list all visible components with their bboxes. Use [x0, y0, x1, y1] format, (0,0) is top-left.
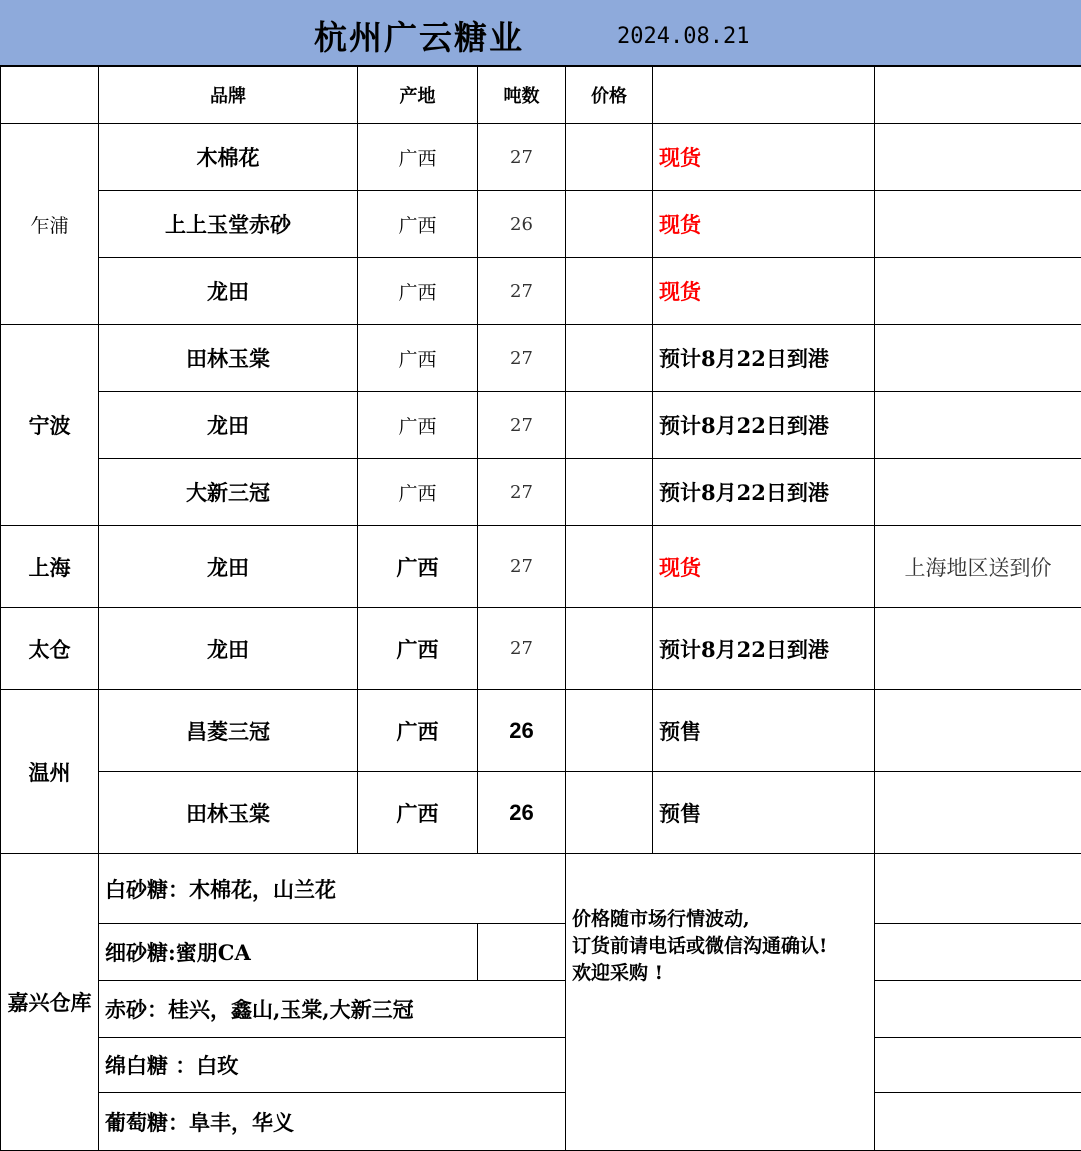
brand-cell: 上上玉堂赤砂 — [99, 191, 358, 258]
price-cell — [566, 191, 653, 258]
price-table — [0, 66, 1081, 1151]
note-cell — [875, 191, 1081, 258]
header-row — [1, 67, 1081, 124]
origin-cell: 广西 — [358, 772, 478, 854]
price-cell — [566, 325, 653, 392]
note-cell — [875, 1038, 1081, 1093]
status-cell: 预计8月22日到港 — [653, 392, 875, 459]
brand-cell: 龙田 — [99, 392, 358, 459]
warehouse-item: 绵白糖 ：白玫 — [99, 1038, 566, 1093]
location-wenzhou: 温州 — [1, 690, 99, 854]
company-title: 杭州广云糖业 — [314, 12, 524, 59]
warehouse-item: 赤砂：桂兴，鑫山,玉棠,大新三冠 — [99, 981, 566, 1038]
status-cell: 现货 — [653, 258, 875, 325]
header-origin: 产地 — [358, 67, 478, 124]
status-cell: 预计8月22日到港 — [653, 325, 875, 392]
table-row — [1, 392, 1081, 459]
table-row — [1, 772, 1081, 854]
header-brand: 品牌 — [99, 67, 358, 124]
empty-cell — [478, 924, 566, 981]
brand-cell: 田林玉棠 — [99, 325, 358, 392]
status-cell: 预计8月22日到港 — [653, 608, 875, 690]
tons-cell: 27 — [478, 459, 566, 526]
origin-cell: 广西 — [358, 608, 478, 690]
origin-cell: 广西 — [358, 392, 478, 459]
warehouse-item: 细砂糖:蜜朋CA — [99, 924, 478, 981]
table-row — [1, 124, 1081, 191]
tons-cell: 27 — [478, 526, 566, 608]
status-cell: 预售 — [653, 772, 875, 854]
tons-cell: 27 — [478, 124, 566, 191]
tons-cell: 26 — [478, 772, 566, 854]
header-location-cell — [1, 67, 99, 124]
origin-cell: 广西 — [358, 258, 478, 325]
price-cell — [566, 690, 653, 772]
warehouse-item: 白砂糖：木棉花，山兰花 — [99, 854, 566, 924]
note-cell — [875, 392, 1081, 459]
origin-cell: 广西 — [358, 459, 478, 526]
price-cell — [566, 124, 653, 191]
table-row — [1, 325, 1081, 392]
notice-line: 欢迎采购 ! — [572, 960, 874, 987]
header-price: 价格 — [566, 67, 653, 124]
note-cell — [875, 258, 1081, 325]
brand-cell: 龙田 — [99, 526, 358, 608]
brand-cell: 昌菱三冠 — [99, 690, 358, 772]
origin-cell: 广西 — [358, 124, 478, 191]
tons-cell: 27 — [478, 392, 566, 459]
location-shanghai: 上海 — [1, 526, 99, 608]
brand-cell: 龙田 — [99, 258, 358, 325]
status-cell: 预计8月22日到港 — [653, 459, 875, 526]
note-cell — [875, 124, 1081, 191]
origin-cell: 广西 — [358, 690, 478, 772]
price-cell — [566, 459, 653, 526]
brand-cell: 木棉花 — [99, 124, 358, 191]
notice-line: 订货前请电话或微信沟通确认! — [572, 933, 874, 960]
note-cell — [875, 772, 1081, 854]
status-cell: 预售 — [653, 690, 875, 772]
title-bar — [0, 0, 1081, 66]
origin-cell: 广西 — [358, 191, 478, 258]
status-cell: 现货 — [653, 526, 875, 608]
tons-cell: 27 — [478, 325, 566, 392]
table-row — [1, 924, 1081, 981]
brand-cell: 田林玉棠 — [99, 772, 358, 854]
tons-cell: 26 — [478, 690, 566, 772]
table-row — [1, 191, 1081, 258]
price-cell — [566, 392, 653, 459]
table-row — [1, 526, 1081, 608]
location-jiaxing: 嘉兴仓库 — [1, 854, 99, 1151]
status-cell: 现货 — [653, 191, 875, 258]
notice-line: 价格随市场行情波动, — [572, 906, 874, 933]
header-note-cell — [875, 67, 1081, 124]
note-cell — [875, 459, 1081, 526]
table-row — [1, 854, 1081, 924]
note-cell — [875, 608, 1081, 690]
warehouse-item: 葡萄糖：阜丰，华义 — [99, 1093, 566, 1151]
price-cell — [566, 258, 653, 325]
price-cell — [566, 772, 653, 854]
tons-cell: 27 — [478, 258, 566, 325]
note-cell — [875, 924, 1081, 981]
table-row — [1, 1038, 1081, 1093]
location-ningbo: 宁波 — [1, 325, 99, 526]
header-tons: 吨数 — [478, 67, 566, 124]
brand-cell: 龙田 — [99, 608, 358, 690]
price-notice — [566, 854, 875, 1151]
price-cell — [566, 608, 653, 690]
origin-cell: 广西 — [358, 325, 478, 392]
sheet-date: 2024.08.21 — [617, 24, 749, 49]
tons-cell: 27 — [478, 608, 566, 690]
table-row — [1, 981, 1081, 1038]
status-cell: 现货 — [653, 124, 875, 191]
location-zhapu: 乍浦 — [1, 124, 99, 325]
location-taicang: 太仓 — [1, 608, 99, 690]
note-cell — [875, 854, 1081, 924]
tons-cell: 26 — [478, 191, 566, 258]
table-row — [1, 690, 1081, 772]
note-cell — [875, 981, 1081, 1038]
note-cell — [875, 690, 1081, 772]
table-row — [1, 1093, 1081, 1151]
table-row — [1, 459, 1081, 526]
header-status-cell — [653, 67, 875, 124]
brand-cell: 大新三冠 — [99, 459, 358, 526]
note-cell: 上海地区送到价 — [875, 526, 1081, 608]
note-cell — [875, 1093, 1081, 1151]
note-cell — [875, 325, 1081, 392]
price-cell — [566, 526, 653, 608]
origin-cell: 广西 — [358, 526, 478, 608]
table-row — [1, 608, 1081, 690]
table-row — [1, 258, 1081, 325]
